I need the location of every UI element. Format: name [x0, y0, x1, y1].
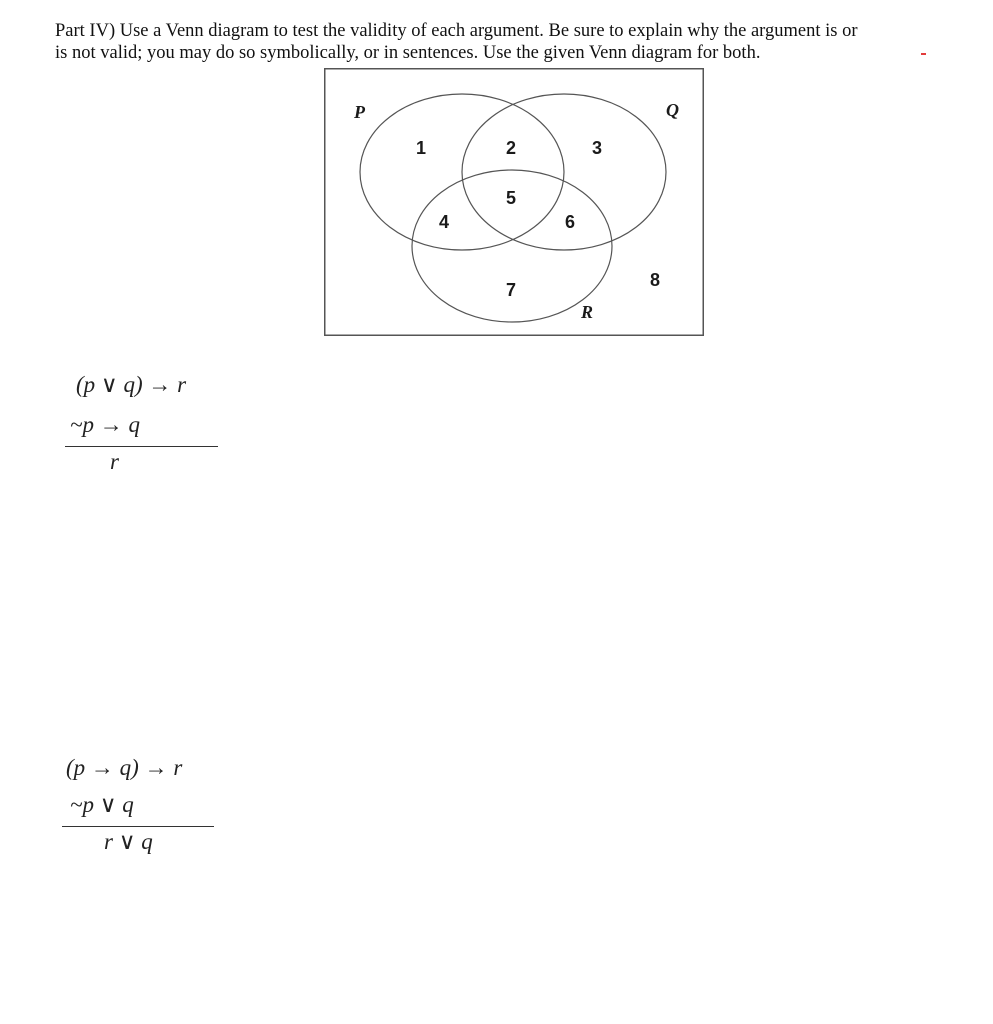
set-label-r: R	[581, 302, 594, 322]
argument-1-premise-1: (p ∨ q) → r	[76, 372, 187, 397]
set-label-q: Q	[666, 100, 679, 120]
region-label-6: 6	[565, 212, 576, 232]
argument-2-divider	[62, 826, 214, 827]
region-label-4: 4	[439, 212, 450, 232]
set-label-p: P	[354, 102, 365, 122]
argument-2-premise-1: (p → q) → r	[66, 755, 183, 780]
instructions-line-1: Part IV) Use a Venn diagram to test the validity of each argument. Be sure to explain why the argument is or	[55, 21, 858, 41]
region-label-2: 2	[506, 138, 517, 158]
region-label-3: 3	[592, 138, 603, 158]
argument-2-premise-2: ~p ∨ q	[70, 792, 134, 817]
instructions-line-2: is not valid; you may do so symbolically, or in sentences. Use the given Venn diagram for both.	[55, 43, 761, 63]
red-dash-mark	[921, 53, 926, 55]
region-label-7: 7	[506, 280, 517, 300]
argument-1-premise-2: ~p → q	[70, 412, 140, 437]
region-label-1: 1	[416, 138, 427, 158]
region-label-5: 5	[506, 188, 517, 208]
venn-diagram	[324, 68, 704, 336]
argument-2	[0, 0, 260, 860]
region-label-8: 8	[650, 270, 661, 290]
argument-2-conclusion: r ∨ q	[104, 829, 153, 854]
argument-1-conclusion: r	[110, 449, 119, 474]
